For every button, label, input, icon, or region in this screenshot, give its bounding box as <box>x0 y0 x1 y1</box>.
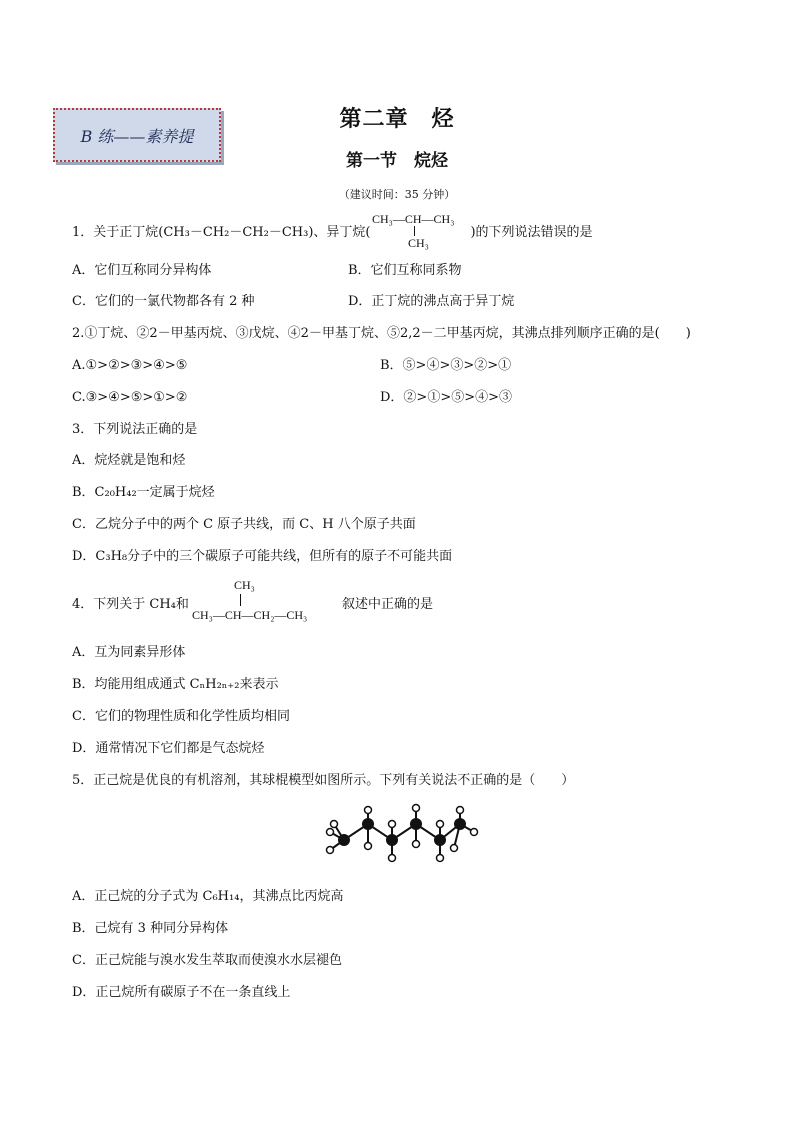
badge-label: B 练——素养提 <box>80 126 194 146</box>
hexane-ball-stick-model <box>310 800 490 870</box>
q4-option-d: D．通常情况下它们都是气态烷烃 <box>72 741 265 756</box>
chapter-title: 第二章 烃 <box>339 106 455 132</box>
q4-option-c: C．它们的物理性质和化学性质均相同 <box>72 709 290 724</box>
q2-option-c: C.③>④>⑤>①>② <box>72 390 188 405</box>
methylbutane-bottom: CH₃—CH—CH₂—CH₃ <box>192 608 308 622</box>
q3-option-c: C．乙烷分子中的两个 C 原子共线，而 C、H 八个原子共面 <box>72 517 416 532</box>
bond-line <box>414 226 415 236</box>
q5-option-a: A．正己烷的分子式为 C₆H₁₄，其沸点比丙烷高 <box>72 889 344 904</box>
time-hint: （建议时间：35 分钟） <box>338 188 456 201</box>
q1-stem-a: 1．关于正丁烷(CH₃－CH₂－CH₂－CH₃)、异丁烷( <box>72 225 371 240</box>
q3-option-b: B．C₂₀H₄₂一定属于烷烃 <box>72 485 215 500</box>
q3-option-d: D．C₃H₈分子中的三个碳原子可能共线，但所有的原子不可能共面 <box>72 549 453 564</box>
q5-option-c: C．正己烷能与溴水发生萃取而使溴水水层褪色 <box>72 953 342 968</box>
carbon-atom <box>410 818 422 830</box>
q2-option-b: B．⑤>④>③>②>① <box>380 358 512 373</box>
q5-option-b: B．己烷有 3 种同分异构体 <box>72 921 229 936</box>
carbon-atom <box>362 818 374 830</box>
carbon-atom <box>386 834 398 846</box>
q1-option-b: B．它们互称同系物 <box>348 263 462 278</box>
q3-stem: 3．下列说法正确的是 <box>72 422 198 437</box>
q4-option-b: B．均能用组成通式 CₙH₂ₙ₊₂来表示 <box>72 677 279 692</box>
section-title: 第一节 烷烃 <box>346 151 448 171</box>
methylbutane-structure <box>192 578 352 624</box>
isobutane-bottom: CH₃ <box>408 236 429 250</box>
carbon-atom <box>454 818 466 830</box>
q4-option-a: A．互为同素异形体 <box>72 645 186 660</box>
bond-line <box>240 594 241 606</box>
carbon-atom <box>338 834 350 846</box>
q5-stem: 5．正己烷是优良的有机溶剂，其球棍模型如图所示。下列有关说法不正确的是（ ） <box>72 773 575 788</box>
q2-stem: 2.①丁烷、②2－甲基丙烷、③戊烷、④2－甲基丁烷、⑤2,2－二甲基丙烷，其沸点排列顺序正确的是( ) <box>72 326 691 341</box>
isobutane-top: CH₃—CH—CH₃ <box>372 212 455 226</box>
q5-option-d: D．正己烷所有碳原子不在一条直线上 <box>72 985 291 1000</box>
q2-option-d: D．②>①>⑤>④>③ <box>380 390 512 405</box>
isobutane-structure <box>370 212 470 252</box>
q1-stem-b: )的下列说法错误的是 <box>470 225 593 240</box>
q4-stem-a: 4．下列关于 CH₄和 <box>72 597 189 612</box>
q1-option-c: C．它们的一氯代物都各有 2 种 <box>72 294 255 309</box>
methylbutane-top: CH₃ <box>234 578 255 592</box>
q3-option-a: A．烷烃就是饱和烃 <box>72 453 186 468</box>
q4-stem-b: 叙述中正确的是 <box>342 597 434 612</box>
carbon-atom <box>434 834 446 846</box>
q2-option-a: A.①>②>③>④>⑤ <box>72 358 188 373</box>
q1-option-d: D．正丁烷的沸点高于异丁烷 <box>348 294 515 309</box>
q1-stem <box>72 224 593 242</box>
q1-option-a: A．它们互称同分异构体 <box>72 263 212 278</box>
